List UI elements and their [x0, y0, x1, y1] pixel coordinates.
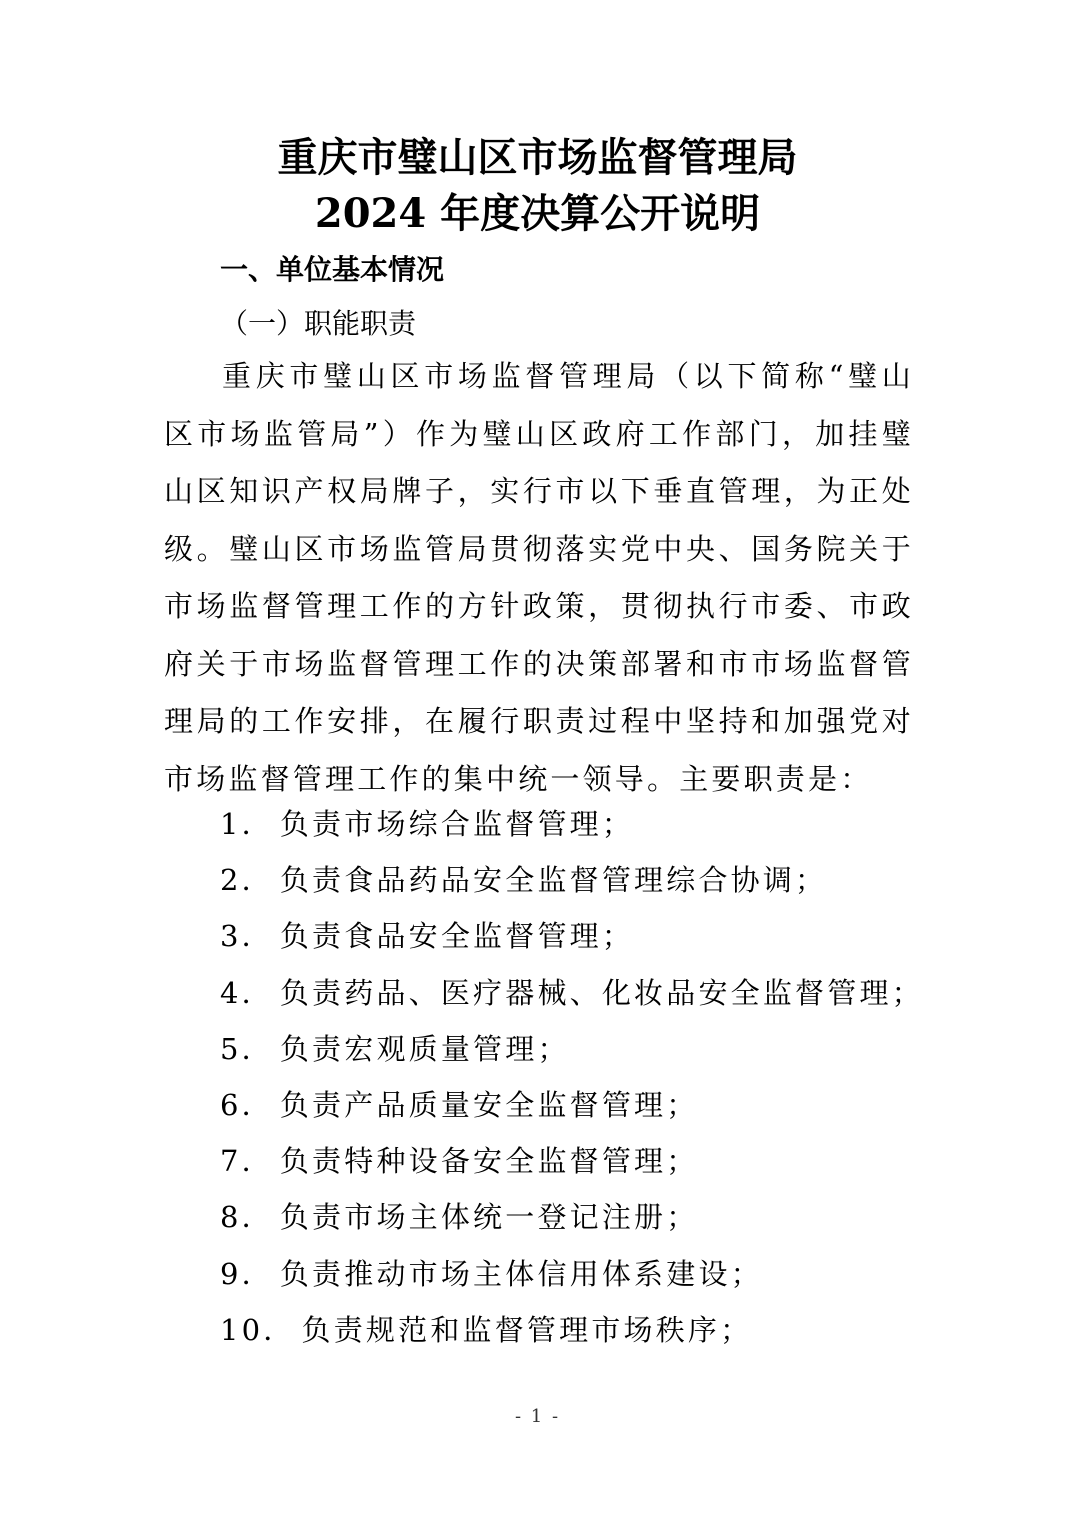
list-item — [220, 852, 924, 908]
list-item-number: 5． — [220, 1031, 274, 1066]
list-item — [220, 1246, 924, 1302]
list-item — [220, 1021, 924, 1077]
list-item-text: 负责特种设备安全监督管理； — [279, 1144, 699, 1179]
list-item-text: 负责食品药品安全监督管理综合协调； — [279, 863, 828, 898]
list-item-number: 6． — [220, 1088, 274, 1123]
list-item-text: 负责产品质量安全监督管理； — [279, 1088, 699, 1123]
list-item — [220, 1133, 924, 1189]
list-item — [220, 1189, 924, 1245]
section-subheading: （一）职能职责 — [220, 307, 417, 340]
page-number: - 1 - — [514, 1406, 561, 1427]
list-item — [220, 908, 924, 964]
list-item — [220, 965, 924, 1021]
list-item-text: 负责市场综合监督管理； — [279, 807, 635, 841]
list-item-number: 3． — [220, 919, 274, 954]
list-item-number: 7． — [220, 1144, 274, 1179]
list-item — [220, 1077, 924, 1133]
document-title-line1: 重庆市璧山区市场监督管理局 — [277, 134, 798, 181]
list-item-text: 负责宏观质量管理； — [279, 1031, 570, 1066]
list-item-text: 负责市场主体统一登记注册； — [279, 1200, 699, 1235]
list-item-number: 10． — [220, 1312, 296, 1347]
duties-list — [220, 796, 924, 1358]
list-item-number: 1． — [220, 807, 274, 841]
list-item — [220, 1302, 924, 1358]
body-paragraph: 重庆市璧山区市场监督管理局（以下简称“璧山区市场监管局”）作为璧山区政府工作部门，加挂璧山区知识产权局牌子，实行市以下垂直管理，为正处级。璧山区市场监管局贯彻落实党中央、国务院关于市场监督管理工作的方针政策，贯彻执行市委、市政府关于市场监督管理工作的决策部署和市市场监督管理局的工作安排，在履行职责过程中坚持和加强党对市场监督管理工作的集中统一领导。主要职责是： — [164, 359, 914, 796]
list-item-text: 负责药品、医疗器械、化妆品安全监督管理； — [279, 975, 924, 1010]
list-item-number: 9． — [220, 1256, 274, 1291]
list-item — [220, 796, 924, 852]
list-item-text: 负责推动市场主体信用体系建设； — [279, 1256, 763, 1291]
list-item-number: 4． — [220, 975, 274, 1010]
list-item-number: 8． — [220, 1200, 274, 1235]
section-heading: 一、单位基本情况 — [220, 253, 445, 286]
document-title-line2: 2024 年度决算公开说明 — [314, 190, 761, 237]
list-item-number: 2． — [220, 863, 274, 898]
list-item-text: 负责食品安全监督管理； — [279, 919, 635, 954]
list-item-text: 负责规范和监督管理市场秩序； — [301, 1312, 753, 1347]
